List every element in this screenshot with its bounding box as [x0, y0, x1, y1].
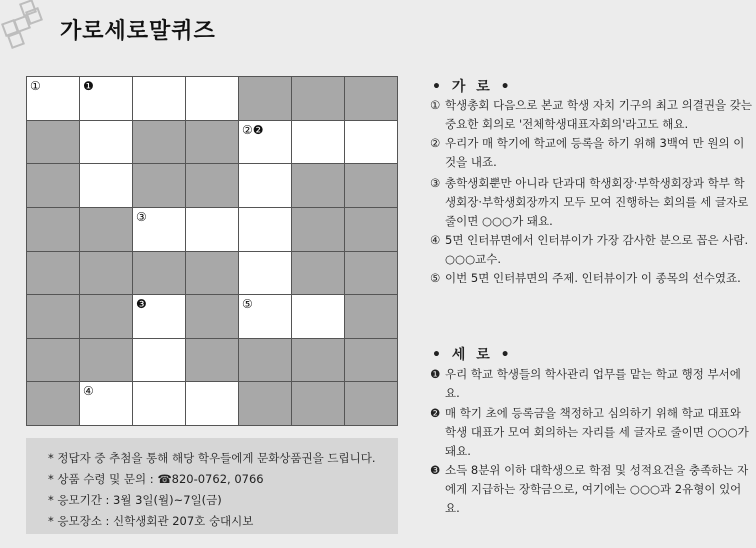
crossword-logo-icon [0, 0, 52, 54]
grid-cell-shaded [27, 164, 79, 207]
grid-cell[interactable] [80, 164, 132, 207]
grid-cell-shaded [133, 164, 185, 207]
grid-cell-shaded [133, 121, 185, 164]
clue-number: ❶ [430, 367, 441, 381]
grid-cell-shaded [186, 121, 238, 164]
grid-cell-shaded [292, 164, 344, 207]
grid-cell[interactable] [133, 77, 185, 120]
grid-cell[interactable] [292, 121, 344, 164]
clue-number: ❸ [430, 463, 441, 477]
clue-text: 5면 인터뷰면에서 인터뷰이가 가장 감사한 분으로 꼽은 사람. ○○○교수. [445, 233, 749, 266]
grid-cell[interactable] [133, 339, 185, 382]
grid-cell-shaded [345, 295, 397, 338]
grid-cell-shaded [186, 252, 238, 295]
across-clue [430, 269, 752, 288]
grid-cell-shaded [345, 339, 397, 382]
notice-line: * 응모기간 : 3월 3일(월)~7일(금) [48, 493, 222, 507]
grid-cell[interactable] [345, 121, 397, 164]
grid-cell-shaded [133, 252, 185, 295]
clue-text: 총학생회뿐만 아니라 단과대 학생회장·부학생회장과 학부 학생회장·부학생회장까지 모두 모여 진행하는 회의를 세 글자로 줄이면 ○○○가 돼요. [445, 176, 749, 228]
cell-number: ⑤ [242, 297, 253, 312]
grid-cell-shaded [292, 77, 344, 120]
cell-number: ③ [136, 209, 147, 224]
grid-cell[interactable] [239, 295, 291, 338]
clue-text: 우리 학교 학생들의 학사관리 업무를 맡는 학교 행정 부서에요. [445, 367, 741, 400]
grid-cell-shaded [292, 382, 344, 425]
notice-line: * 응모장소 : 신학생회관 207호 숭대시보 [48, 514, 254, 528]
grid-cell-shaded [27, 382, 79, 425]
grid-cell[interactable] [239, 121, 291, 164]
grid-cell-shaded [292, 252, 344, 295]
down-clue [430, 404, 752, 461]
grid-cell[interactable] [186, 208, 238, 251]
notice-box [26, 438, 398, 534]
cell-number: ②❷ [242, 122, 264, 137]
notice-line: * 정답자 중 추첨을 통해 해당 학우들에게 문화상품권을 드립니다. [48, 451, 376, 465]
cell-number: ❸ [136, 297, 147, 312]
cell-number: ① [30, 79, 41, 93]
grid-cell-shaded [27, 208, 79, 251]
grid-cell-shaded [27, 121, 79, 164]
clue-number: ③ [430, 176, 441, 190]
grid-cell-shaded [27, 339, 79, 382]
grid-cell-shaded [186, 164, 238, 207]
grid-cell-shaded [27, 252, 79, 295]
clue-text: 이번 5면 인터뷰면의 주제. 인터뷰이가 이 종목의 선수였죠. [445, 271, 741, 285]
down-clue [430, 461, 752, 518]
across-clue [430, 174, 752, 231]
grid-cell[interactable] [292, 295, 344, 338]
grid-cell[interactable] [80, 382, 132, 425]
crossword-grid [26, 76, 398, 426]
grid-cell[interactable] [186, 382, 238, 425]
clue-text: 학생총회 다음으로 본교 학생 자치 기구의 최고 의결권을 갖는 중요한 회의로 '전체학생대표자회의'라고도 해요. [445, 98, 752, 131]
grid-cell[interactable] [186, 77, 238, 120]
grid-cell-shaded [292, 208, 344, 251]
grid-cell-shaded [186, 295, 238, 338]
grid-cell[interactable] [133, 295, 185, 338]
clue-number: ❷ [430, 406, 441, 420]
clue-number: ⑤ [430, 271, 441, 285]
clue-number: ① [430, 98, 441, 112]
across-heading: • 가 로 • [432, 79, 513, 95]
clue-text: 매 학기 초에 등록금을 책정하고 심의하기 위해 학교 대표와 학생 대표가 모여 회의하는 자리를 세 글자로 줄이면 ○○○가 돼요. [445, 406, 749, 458]
grid-cell-shaded [80, 295, 132, 338]
grid-cell[interactable] [80, 121, 132, 164]
clue-number: ② [430, 136, 441, 150]
grid-cell-shaded [80, 252, 132, 295]
grid-cell-shaded [186, 339, 238, 382]
clue-text: 소득 8분위 이하 대학생으로 학점 및 성적요건을 충족하는 자에게 지급하는 장학금으로, 여기에는 ○○○과 2유형이 있어요. [445, 463, 749, 515]
grid-cell-shaded [345, 77, 397, 120]
cell-number: ④ [83, 384, 94, 399]
grid-cell-shaded [345, 164, 397, 207]
notice-line: * 상품 수령 및 문의 : ☎820-0762, 0766 [48, 472, 264, 486]
grid-cell[interactable] [239, 252, 291, 295]
grid-cell-shaded [80, 339, 132, 382]
clue-number: ④ [430, 233, 441, 247]
grid-cell-shaded [239, 77, 291, 120]
grid-cell[interactable] [239, 208, 291, 251]
grid-cell[interactable] [80, 77, 132, 120]
down-clue [430, 365, 752, 403]
grid-cell-shaded [345, 208, 397, 251]
grid-cell-shaded [239, 339, 291, 382]
across-clue [430, 134, 752, 172]
down-heading: • 세 로 • [432, 347, 513, 363]
grid-cell-shaded [345, 252, 397, 295]
grid-cell[interactable] [239, 164, 291, 207]
grid-cell[interactable] [133, 382, 185, 425]
across-clue [430, 231, 752, 269]
clue-text: 우리가 매 학기에 학교에 등록을 하기 위해 3백여 만 원의 이것을 내죠. [445, 136, 745, 169]
grid-cell[interactable] [27, 77, 79, 120]
grid-cell-shaded [80, 208, 132, 251]
page-title: 가로세로말퀴즈 [60, 19, 216, 44]
grid-cell[interactable] [133, 208, 185, 251]
across-clue [430, 96, 752, 134]
grid-cell-shaded [345, 382, 397, 425]
cell-number: ❶ [83, 79, 94, 93]
grid-cell-shaded [292, 339, 344, 382]
grid-cell-shaded [239, 382, 291, 425]
grid-cell-shaded [27, 295, 79, 338]
